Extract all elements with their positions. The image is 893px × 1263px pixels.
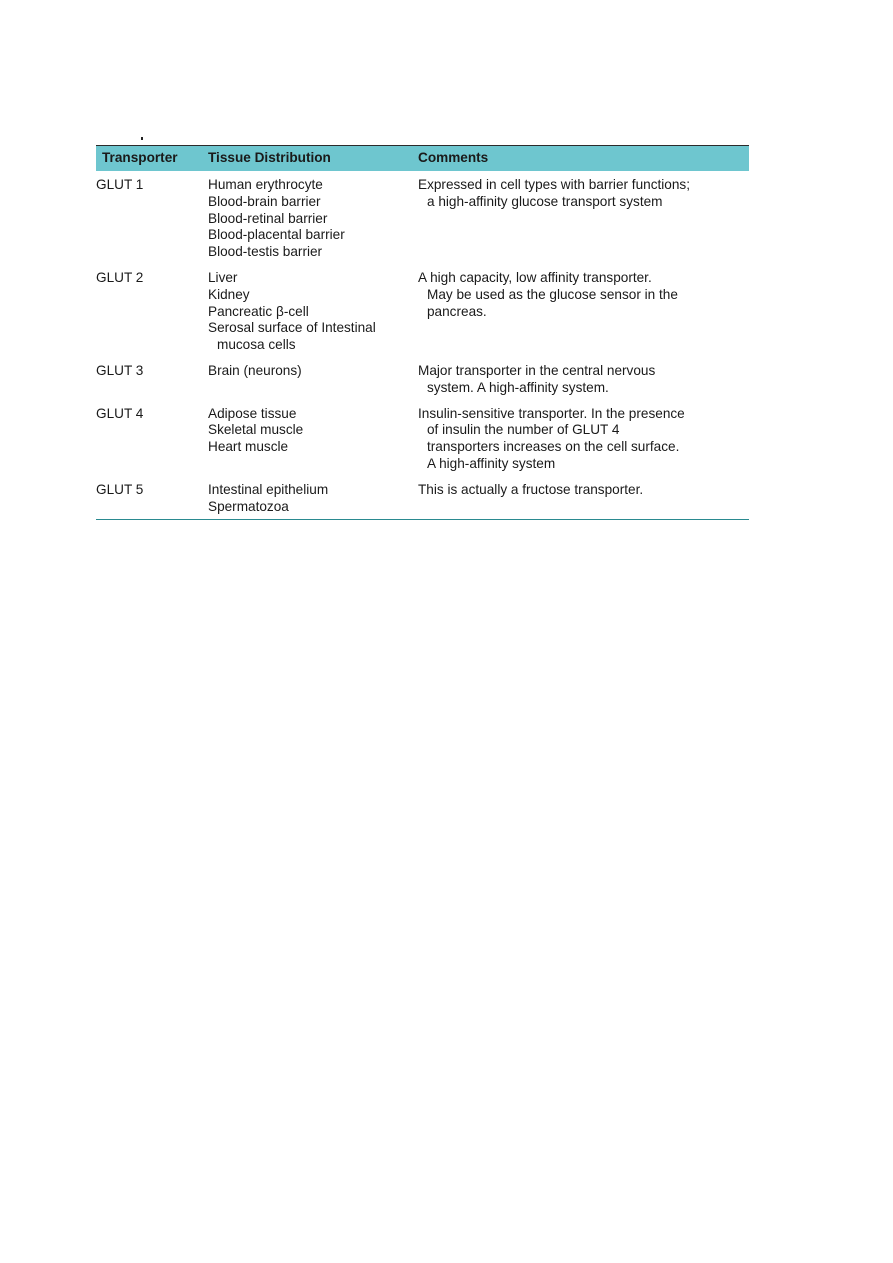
tissue-cell: [208, 357, 418, 400]
comment-line: This is actually a fructose transporter.: [418, 481, 644, 497]
tissue-line: mucosa cells: [217, 337, 296, 353]
tissue-cell: [208, 476, 418, 520]
tissue-line: Brain (neurons): [208, 362, 302, 378]
comments-cell: [418, 171, 749, 264]
transporter-cell: GLUT 1: [96, 177, 144, 192]
header-transporter: Transporter: [96, 146, 208, 172]
transporter-cell: GLUT 5: [96, 476, 208, 520]
transporter-cell: GLUT 4: [96, 405, 144, 421]
tissue-line: Blood-placental barrier: [208, 227, 345, 243]
tissue-line: Blood-testis barrier: [208, 244, 323, 260]
header-tissue-distribution: Tissue Distribution: [208, 146, 418, 172]
table-header-row: [96, 146, 749, 172]
tissue-cell: [208, 264, 418, 357]
comments-cell: [418, 400, 749, 476]
transporter-cell: GLUT 2: [96, 269, 144, 285]
comment-line: a high-affinity glucose transport system: [427, 193, 663, 209]
comments-cell: [418, 264, 749, 357]
comment-line: of insulin the number of GLUT 4: [427, 422, 620, 438]
comment-line: Major transporter in the central nervous: [418, 362, 656, 378]
glut-transporter-table: [96, 145, 749, 520]
tissue-line: Serosal surface of Intestinal: [208, 320, 376, 336]
tissue-line: Human erythrocyte: [208, 177, 323, 192]
table-row: [96, 400, 749, 476]
table-row: [96, 357, 749, 400]
transporter-cell: GLUT 3: [96, 362, 144, 378]
tissue-line: Intestinal epithelium: [208, 481, 329, 497]
tissue-cell: [208, 400, 418, 476]
stray-mark: [141, 137, 143, 140]
table-row: [96, 476, 749, 520]
comments-cell: [418, 357, 749, 400]
table-row: [96, 264, 749, 357]
comment-line: A high capacity, low affinity transporter.: [418, 269, 652, 285]
tissue-line: Pancreatic β-cell: [208, 303, 309, 319]
tissue-cell: [208, 171, 418, 264]
comment-line: Expressed in cell types with barrier functions;: [418, 177, 690, 192]
comments-cell: [418, 476, 749, 520]
comment-line: A high-affinity system: [427, 455, 556, 471]
table-row: [96, 171, 749, 264]
comment-line: transporters increases on the cell surface.: [427, 439, 680, 455]
tissue-line: Blood-brain barrier: [208, 193, 321, 209]
comment-line: May be used as the glucose sensor in the: [427, 286, 678, 302]
header-comments: Comments: [418, 146, 749, 172]
tissue-line: Spermatozoa: [208, 498, 289, 514]
tissue-line: Blood-retinal barrier: [208, 210, 328, 226]
tissue-line: Skeletal muscle: [208, 422, 304, 438]
tissue-line: Kidney: [208, 286, 250, 302]
tissue-line: Heart muscle: [208, 439, 289, 455]
tissue-line: Adipose tissue: [208, 405, 297, 421]
comment-line: system. A high-affinity system.: [427, 379, 609, 395]
tissue-line: Liver: [208, 269, 238, 285]
comment-line: Insulin-sensitive transporter. In the presence: [418, 405, 685, 421]
comment-line: pancreas.: [427, 303, 487, 319]
